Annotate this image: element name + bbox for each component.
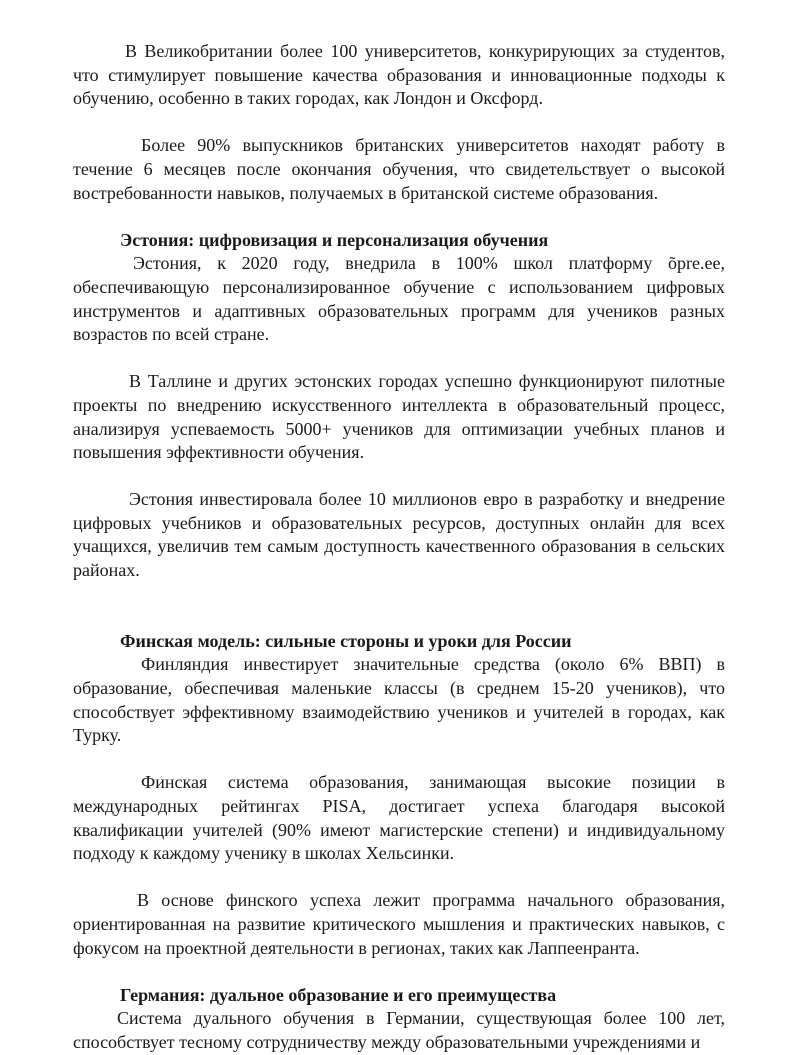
paragraph-finland-investment: Финляндия инвестирует значительные средства (около 6% ВВП) в образование, обеспечивая маленькие классы (в среднем 15-20 учеников), что способствует эффективному взаимодействию учеников и учителей в городах, как Турку. [73, 654, 725, 746]
paragraph-finland-primary: В основе финского успеха лежит программа начального образования, ориентированная на развитие критического мышления и практических навыков, с фокусом на проектной деятельности в регионах, таких как Лаппеенранта. [73, 890, 725, 958]
document-page [73, 40, 725, 1055]
paragraph-spacer [73, 347, 725, 371]
heading-estonia: Эстония: цифровизация и персонализация обучения [120, 229, 549, 250]
paragraph-estonia-ai: В Таллине и других эстонских городах успешно функционируют пилотные проекты по внедрению искусственного интеллекта в образовательный процесс, анализируя успеваемость 5000+ учеников для оптимизации учебных планов и повышения эффективности обучения. [73, 371, 725, 463]
paragraph-estonia-platform: Эстония, к 2020 году, внедрила в 100% школ платформу õpre.ee, обеспечивающую персонализированное обучение с использованием цифровых инструментов и адаптивных образовательных программ для учеников разных возрастов по всей стране. [73, 253, 725, 345]
paragraph-spacer [73, 748, 725, 772]
paragraph-spacer [73, 960, 725, 984]
paragraph-finland-pisa: Финская система образования, занимающая высокие позиции в международных рейтингах PISA, достигает успеха благодаря высокой квалификации учителей (90% имеют магистерские степени) и индивидуальному подходу к каждому ученику в школах Хельсинки. [73, 772, 725, 864]
heading-germany: Германия: дуальное образование и его преимущества [120, 984, 557, 1005]
paragraph-estonia-investment: Эстония инвестировала более 10 миллионов евро в разработку и внедрение цифровых учебников и образовательных ресурсов, доступных онлайн для всех учащихся, увеличив тем самым доступность качественного образования в сельских районах. [73, 489, 725, 581]
paragraph-spacer [73, 606, 725, 630]
heading-finland: Финская модель: сильные стороны и уроки для России [120, 630, 572, 651]
paragraph-germany-dual: Система дуального обучения в Германии, существующая более 100 лет, способствует тесному сотрудничеству между образовательными учреждениями и [73, 1008, 725, 1052]
paragraph-spacer [73, 866, 725, 890]
paragraph-uk-graduates: Более 90% выпускников британских университетов находят работу в течение 6 месяцев после окончания обучения, что свидетельствует о высокой востребованности навыков, получаемых в британской системе образования. [73, 135, 725, 203]
paragraph-spacer [73, 583, 725, 607]
paragraph-spacer [73, 111, 725, 135]
paragraph-uk-universities: В Великобритании более 100 университетов, конкурирующих за студентов, что стимулирует повышение качества образования и инновационные подходы к обучению, особенно в таких городах, как Лондон и Оксфорд. [73, 41, 725, 109]
paragraph-spacer [73, 205, 725, 229]
paragraph-spacer [73, 465, 725, 489]
